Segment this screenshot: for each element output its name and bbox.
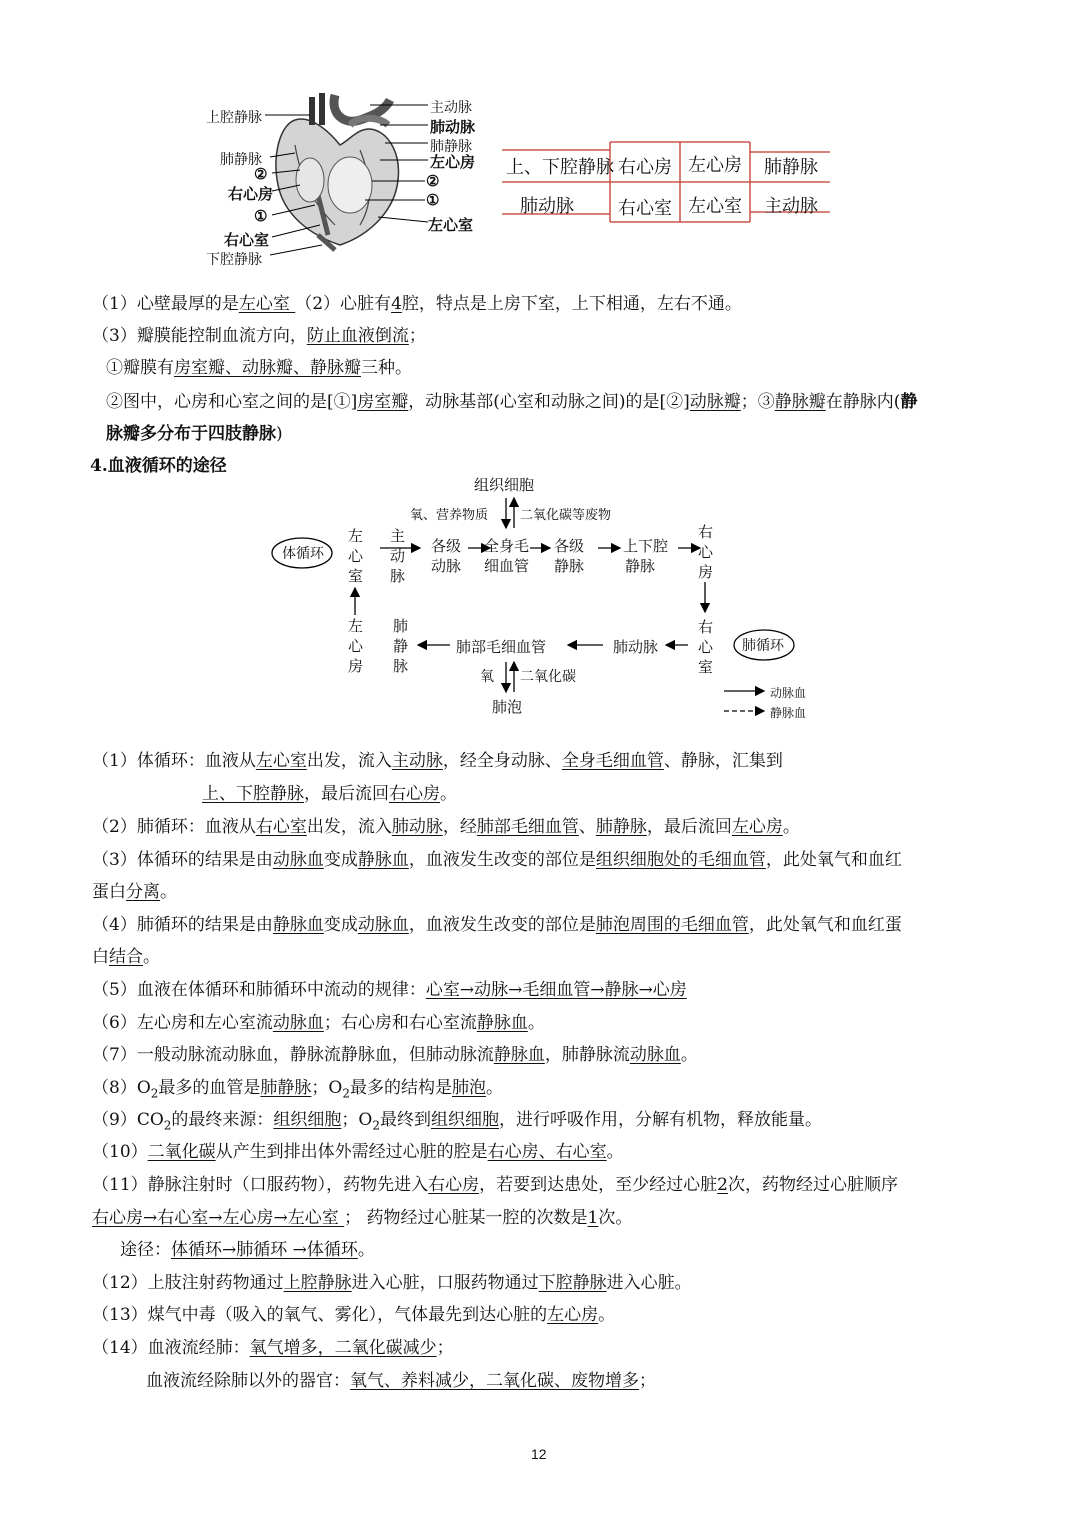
node-alveoli: 肺泡 <box>492 698 523 716</box>
label-inferior-vena-cava: 下腔静脉 <box>206 252 262 268</box>
label-marker-1-left: ① <box>254 207 268 225</box>
note-line-3: ①瓣膜有房室瓣、动脉瓣、静脉瓣三种。 <box>106 358 412 378</box>
item-11: （11）静脉注射时（口服药物），药物先进入右心房，若要到达患处，至少经过心脏2次，药物经过心脏顺序 <box>92 1175 898 1195</box>
label-left-ventricle: 左心室 <box>428 216 474 234</box>
label-right-atrium: 右心房 <box>228 185 274 203</box>
node-body-capillaries: 全身毛 细血管 <box>484 537 530 575</box>
node-pulmonary-capillaries: 肺部毛细血管 <box>456 638 547 656</box>
pulmonary-label: 肺循环 <box>742 638 784 654</box>
table-cell-right-atrium: 右心房 <box>618 157 672 178</box>
label-pulmonary-vein-left: 肺静脉 <box>220 152 262 168</box>
alveoli-oxygen-label: 氧 <box>480 669 494 685</box>
label-left-atrium: 左心房 <box>430 153 476 171</box>
circulation-diagram <box>268 470 808 726</box>
label-right-ventricle: 右心室 <box>224 231 270 249</box>
item-10: （10）二氧化碳从产生到排出体外需经过心脏的腔是右心房、右心室。 <box>92 1142 624 1162</box>
item-2: （2）肺循环：血液从右心室出发，流入肺动脉，经肺部毛细血管、肺静脉，最后流回左心房。 <box>92 817 800 837</box>
section-title-circulation: 4.血液循环的途径 <box>90 456 227 476</box>
node-pulmonary-vein: 肺静脉 <box>393 617 409 675</box>
item-3-cont: 蛋白分离。 <box>92 882 177 902</box>
heart-figure <box>200 85 480 270</box>
label-pulmonary-vein-right: 肺静脉 <box>430 139 472 155</box>
page-number: 12 <box>531 1446 547 1462</box>
node-veins: 各级静脉 <box>554 537 585 575</box>
node-pulmonary-artery: 肺动脉 <box>613 638 659 656</box>
item-4-cont: 白结合。 <box>92 947 160 967</box>
table-cell-pulmonary-vein: 肺静脉 <box>764 157 818 178</box>
table-cell-right-ventricle: 右心室 <box>618 198 672 219</box>
item-5: （5）血液在体循环和肺循环中流动的规律：心室→动脉→毛细血管→静脉→心房 <box>92 980 687 1000</box>
circulation-notes <box>92 750 1012 1430</box>
node-vena-cava: 上下腔 静脉 <box>623 537 669 575</box>
item-14-cont: 血液流经除肺以外的器官：氧气、养料减少，二氧化碳、废物增多； <box>146 1371 656 1391</box>
table-cell-vena-cava: 上、下腔静脉 <box>506 157 614 178</box>
item-1: （1）体循环：血液从左心室出发，流入主动脉，经全身动脉、全身毛细血管、静脉，汇集到 <box>92 751 783 771</box>
node-arteries: 各级动脉 <box>431 537 462 575</box>
item-11-cont: 右心房→右心室→左心房→左心室 ； 药物经过心脏某一腔的次数是1次。 <box>92 1208 633 1228</box>
node-right-ventricle: 右心室 <box>698 618 714 676</box>
item-11-route: 途径：体循环→肺循环 →体循环。 <box>120 1240 375 1260</box>
label-marker-2-left: ② <box>254 165 268 183</box>
item-8: $(8)O_2$最多的血管是肺静脉；$O_2$最多的结构是肺泡。 <box>92 1078 503 1101</box>
legend-arterial: 动脉血 <box>770 686 807 700</box>
label-superior-vena-cava: 上腔静脉 <box>206 110 262 126</box>
item-6: （6）左心房和左心室流动脉血；右心房和右心室流静脉血。 <box>92 1013 545 1033</box>
node-left-ventricle: 左心室 <box>348 527 364 585</box>
node-aorta: 主动脉 <box>390 527 406 585</box>
node-left-atrium: 左心房 <box>348 617 364 675</box>
label-marker-2-right: ② <box>426 172 440 190</box>
label-marker-1-right: ① <box>426 191 440 209</box>
node-tissue-cells: 组织细胞 <box>474 476 535 494</box>
table-cell-left-ventricle: 左心室 <box>688 196 742 217</box>
item-7: （7）一般动脉流动脉血，静脉流静脉血，但肺动脉流静脉血，肺静脉流动脉血。 <box>92 1045 698 1065</box>
item-3: （3）体循环的结果是由动脉血变成静脉血，血液发生改变的部位是组织细胞处的毛细血管，此处氧气和血红 <box>92 850 902 870</box>
table-cell-aorta: 主动脉 <box>764 196 818 217</box>
item-14: （14）血液流经肺：氧气增多，二氧化碳减少； <box>92 1338 454 1358</box>
item-4: （4）肺循环的结果是由静脉血变成动脉血，血液发生改变的部位是肺泡周围的毛细血管，此处氧气和血红蛋 <box>92 915 902 935</box>
item-13: （13）煤气中毒（吸入的氧气、雾化），气体最先到达心脏的左心房。 <box>92 1305 616 1325</box>
exchange-out-label: 二氧化碳等废物 <box>520 508 612 523</box>
item-1-cont: 上、下腔静脉，最后流回右心房。 <box>202 784 457 804</box>
item-12: （12）上肢注射药物通过上腔静脉进入心脏，口服药物通过下腔静脉进入心脏。 <box>92 1273 692 1293</box>
note-line-4: ②图中，心房和心室之间的是[①]房室瓣，动脉基部(心室和动脉之间)的是[②]动脉瓣；③静脉瓣在静脉内(静 <box>106 392 918 412</box>
note-line-2: （3）瓣膜能控制血流方向，防止血液倒流； <box>92 326 426 346</box>
note-line-5: 脉瓣多分布于四肢静脉) <box>106 424 283 444</box>
exchange-in-label: 氧、营养物质 <box>410 508 489 523</box>
label-aorta: 主动脉 <box>430 100 472 116</box>
table-cell-pulmonary-artery: 肺动脉 <box>520 196 574 217</box>
vessel-chamber-table <box>500 140 832 224</box>
alveoli-co2-label: 二氧化碳 <box>520 669 576 685</box>
item-9: $(9)CO_2$的最终来源：组织细胞；$O_2$最终到组织细胞，进行呼吸作用，分解有机物，释放能量。 <box>92 1110 822 1133</box>
node-right-atrium: 右心房 <box>698 523 714 581</box>
table-cell-left-atrium: 左心房 <box>688 155 742 176</box>
label-pulmonary-artery: 肺动脉 <box>430 118 476 136</box>
legend-venous: 静脉血 <box>770 706 807 720</box>
systemic-label: 体循环 <box>282 546 324 562</box>
note-line-1: （1）心壁最厚的是左心室 （2）心脏有4腔，特点是上房下室，上下相通，左右不通。 <box>92 294 742 314</box>
